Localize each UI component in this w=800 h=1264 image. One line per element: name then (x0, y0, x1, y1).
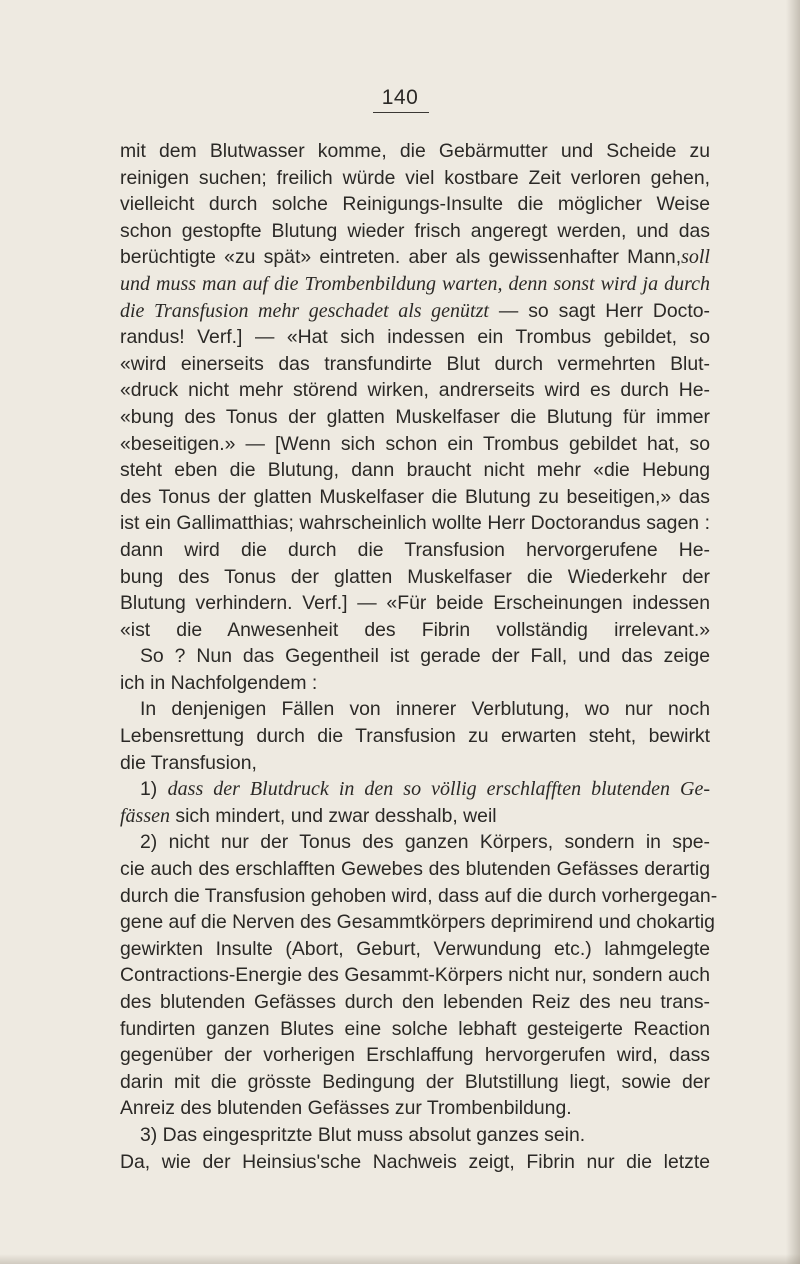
body-text (120, 138, 718, 1175)
line-text: — so sagt Herr Docto- (488, 299, 710, 322)
italic-text: soll (681, 246, 710, 269)
line-text: Blutung verhindern. Verf.] — «Für beide Erscheinungen indessen (120, 592, 710, 615)
text-line (120, 723, 710, 750)
line-text: sich mindert, und zwar desshalb, weil (170, 804, 497, 827)
text-line (120, 750, 710, 777)
text-line (120, 298, 710, 325)
text-line (120, 218, 710, 245)
page-number-rule (373, 112, 429, 113)
line-text: Anreiz des blutenden Gefässes zur Trombenbildung. (120, 1097, 572, 1120)
line-text: So ? Nun das Gegentheil ist gerade der Fall, und das zeige (140, 645, 710, 668)
line-text: fundirten ganzen Blutes eine solche lebhaft gesteigerte Reaction (120, 1017, 710, 1040)
line-text: gene auf die Nerven des Gesammtkörpers deprimirend und chokartig (120, 911, 715, 934)
line-text: des blutenden Gefässes durch den lebenden Reiz des neu trans- (120, 991, 710, 1013)
text-line (120, 643, 710, 670)
line-text: In denjenigen Fällen von innerer Verblutung, wo nur noch (140, 698, 710, 721)
text-line (120, 909, 715, 936)
text-line (120, 1042, 710, 1069)
line-text: die Transfusion, (120, 751, 257, 774)
text-line (120, 351, 710, 378)
line-text: cie auch des erschlafften Gewebes des blutenden Gefässes derartig (120, 858, 710, 881)
line-text: mit dem Blutwasser komme, die Gebärmutter und Scheide zu (120, 140, 710, 162)
text-line (120, 883, 718, 910)
line-text: schon gestopfte Blutung wieder frisch angeregt werden, und das (120, 219, 710, 242)
line-text: «druck nicht mehr störend wirken, andrerseits wird es durch He- (120, 379, 710, 402)
line-text: randus! Verf.] — «Hat sich indessen ein Trombus gebildet, so (120, 326, 710, 349)
line-text: steht eben die Blutung, dann braucht nicht mehr «die Hebung (120, 459, 710, 482)
text-line (120, 484, 710, 511)
line-text: ich in Nachfolgendem : (120, 671, 318, 694)
text-line (120, 431, 710, 458)
text-line (120, 803, 710, 830)
italic-text: und muss man auf die Trombenbildung warten, denn sonst wird ja durch (120, 272, 710, 295)
line-text: Lebensrettung durch die Transfusion zu erwarten steht, bewirkt (120, 725, 710, 748)
line-text: darin mit die grösste Bedingung der Blutstillung liegt, sowie der (120, 1070, 710, 1093)
text-line (120, 670, 710, 697)
text-line (120, 1069, 710, 1096)
line-text: berüchtigte «zu spät» eintreten. aber als gewissenhafter Mann, (120, 246, 682, 269)
line-text: durch die Transfusion gehoben wird, dass auf die durch vorhergegan- (120, 884, 718, 907)
italic-text: fässen (120, 804, 170, 827)
line-text: gegenüber der vorherigen Erschlaffung hervorgerufen wird, dass (120, 1044, 710, 1067)
text-line (120, 1149, 710, 1176)
text-line (120, 165, 710, 192)
page-edge-shadow (786, 0, 800, 1264)
text-line (120, 564, 710, 591)
italic-text: die Transfusion mehr geschadet als genützt (120, 299, 489, 322)
text-line (120, 989, 710, 1016)
text-line (120, 829, 710, 856)
text-line (120, 776, 710, 803)
text-line (120, 510, 710, 537)
text-line (120, 138, 710, 165)
text-line (120, 962, 710, 989)
line-text: vielleicht durch solche Reinigungs-Insulte die möglicher Weise (120, 193, 710, 216)
text-line (120, 856, 710, 883)
line-text: «beseitigen.» — [Wenn sich schon ein Trombus gebildet hat, so (120, 432, 710, 455)
line-text: dann wird die durch die Transfusion hervorgerufene He- (120, 538, 710, 561)
italic-text: dass der Blutdruck in den so völlig erschlafften blutenden Ge- (167, 778, 710, 801)
page-number: 140 (381, 86, 419, 109)
text-line (120, 404, 710, 431)
text-line (120, 1016, 710, 1043)
line-text: reinigen suchen; freilich würde viel kostbare Zeit verloren gehen, (120, 166, 710, 189)
text-line (120, 590, 710, 617)
text-line (120, 936, 710, 963)
line-text: gewirkten Insulte (Abort, Geburt, Verwundung etc.) lahmgelegte (120, 937, 710, 960)
text-line (120, 324, 710, 351)
line-text: «ist die Anwesenheit des Fibrin vollständig irrelevant.» (120, 618, 710, 641)
text-line (120, 377, 710, 404)
line-text: Contractions-Energie des Gesammt-Körpers nicht nur, sondern auch (120, 964, 710, 987)
text-line (120, 537, 710, 564)
text-line (120, 244, 710, 271)
line-text: 2) nicht nur der Tonus des ganzen Körpers, sondern in spe- (140, 831, 710, 854)
line-text: des Tonus der glatten Muskelfaser die Blutung zu beseitigen,» das (120, 485, 710, 508)
text-line (120, 1095, 710, 1122)
line-text: Da, wie der Heinsius'sche Nachweis zeigt, Fibrin nur die letzte (120, 1150, 710, 1173)
line-text: 3) Das eingespritzte Blut muss absolut ganzes sein. (140, 1123, 586, 1146)
text-line (120, 617, 710, 644)
text-line (120, 271, 710, 298)
line-text: bung des Tonus der glatten Muskelfaser die Wiederkehr der (120, 565, 710, 588)
text-line (120, 457, 710, 484)
line-text: «bung des Tonus der glatten Muskelfaser die Blutung für immer (120, 405, 710, 428)
line-text: 1) (140, 778, 168, 801)
text-line (120, 1122, 710, 1149)
page-bottom-shadow (0, 1254, 800, 1264)
line-text: «wird einerseits das transfundirte Blut durch vermehrten Blut- (120, 352, 710, 375)
text-line (120, 191, 710, 218)
text-line (120, 696, 710, 723)
line-text: ist ein Gallimatthias; wahrscheinlich wollte Herr Doctorandus sagen : (120, 512, 710, 535)
